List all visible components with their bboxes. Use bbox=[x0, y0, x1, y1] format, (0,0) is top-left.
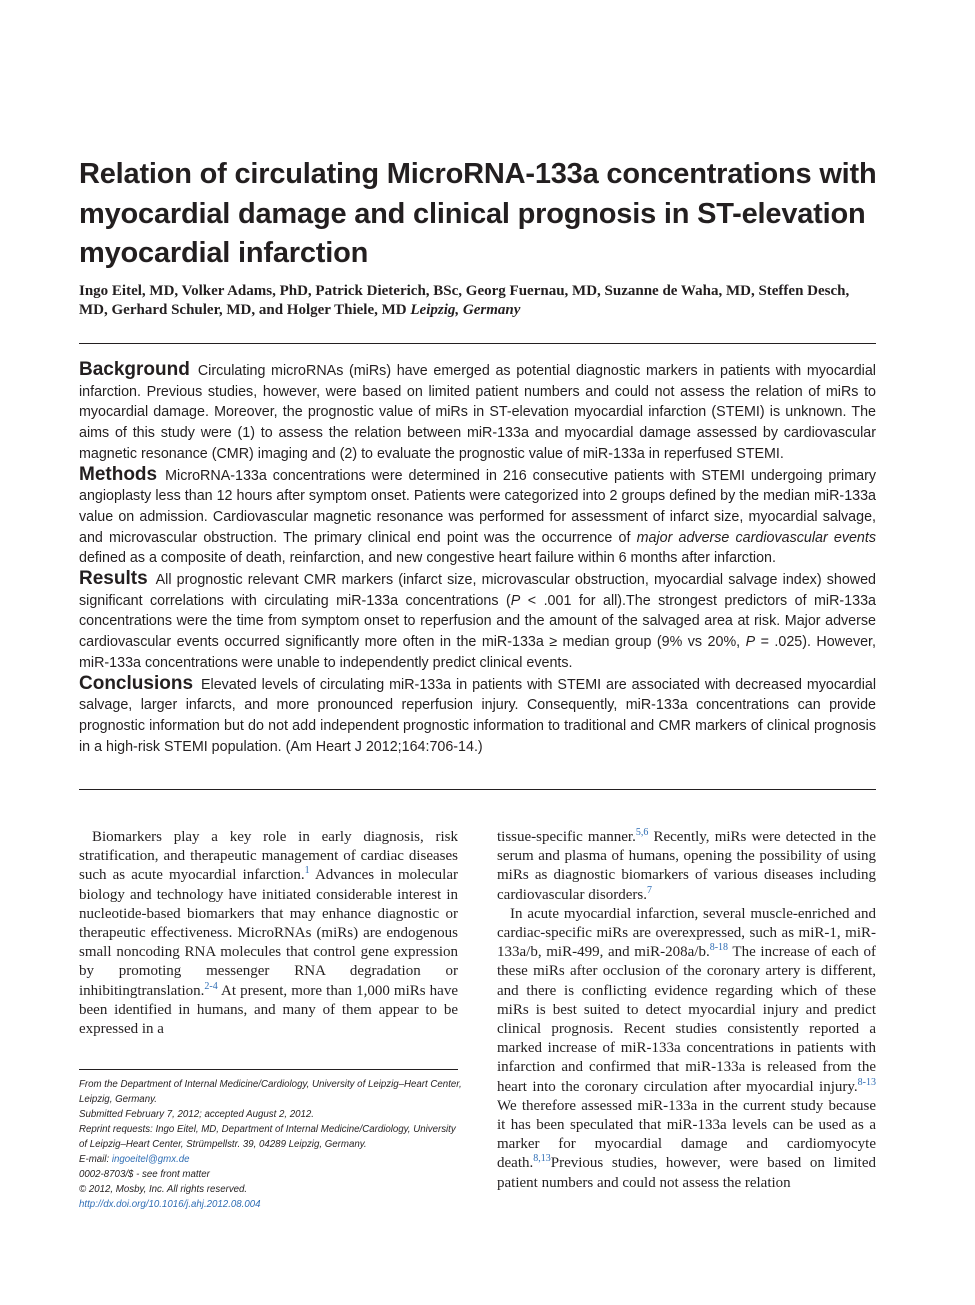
results-heading: Results bbox=[79, 568, 148, 590]
body-paragraph bbox=[497, 828, 876, 905]
body-column-left bbox=[79, 828, 458, 1039]
citation-link[interactable]: 1 bbox=[304, 865, 310, 877]
body-text: At present, more than 1,000 miRs have been identified in humans, and many of them appear to be expressed in a bbox=[79, 982, 458, 1038]
body-text: The increase of each of these miRs after occlusion of the coronary artery is different, and there is conflicting evidence regarding which of these miRs is best suited to detect myocardial injury and predict clinical prognosis. Recent studies consistently reported a marked increase of miR-133a concentrations in patients with infarction and confirmed that miR-133a is released from the heart into the coronary circulation after myocardial injury. bbox=[497, 944, 876, 1095]
body-column-right bbox=[497, 828, 876, 1193]
footnote-copyright: © 2012, Mosby, Inc. All rights reserved. bbox=[79, 1184, 248, 1195]
authors-names: Ingo Eitel, MD, Volker Adams, PhD, Patrick Dieterich, BSc, Georg Fuernau, MD, Suzanne de Waha, MD, Steffen Desch, MD, Gerhard Schuler, MD, and Holger Thiele, MD bbox=[79, 283, 850, 318]
article-title: Relation of circulating MicroRNA-133a concentrations with myocardial damage and clinical prognosis in ST-elevation myocardial infarction bbox=[79, 158, 877, 269]
abstract-conclusions bbox=[79, 674, 876, 758]
results-text: All prognostic relevant CMR markers (infarct size, microvascular obstruction, myocardial salvage index) showed significant correlations with circulating miR-133a concentrations ( bbox=[79, 572, 876, 609]
footnote-reprint: Reprint requests: Ingo Eitel, MD, Department of Internal Medicine/Cardiology, University of Leipzig–Heart Center, Strümpellstr. 39, 04289 Leipzig, Germany. bbox=[79, 1124, 456, 1150]
author-list bbox=[79, 282, 879, 320]
methods-text: MicroRNA-133a concentrations were determined in 216 consecutive patients with STEMI undergoing primary angioplasty less than 12 hours after symptom onset. Patients were categorized into 2 groups defined by the median miR-133a value on admission. Cardiovascular magnetic resonance was performed for assessment of infarct size, myocardial salvage, and microvascular obstruction. The primary clinical end point was the occurrence of bbox=[79, 467, 876, 546]
footnote-issn: 0002-8703/$ - see front matter bbox=[79, 1169, 210, 1180]
citation-link[interactable]: 8-18 bbox=[709, 942, 729, 954]
results-text-end: = .025). However, miR-133a concentrations were unable to independently predict clinical events. bbox=[79, 634, 877, 671]
citation-link[interactable]: 5,6 bbox=[635, 827, 649, 838]
abstract-results bbox=[79, 569, 876, 674]
email-link[interactable]: ingoeitel@gmx.de bbox=[111, 1154, 190, 1165]
footnote-email bbox=[79, 1152, 464, 1167]
results-text-mid: < .001 for all).The strongest predictors of miR-133a concentrations were the time from symptom onset to reperfusion and the amount of the salvaged area at risk. Major adverse cardiovascular events occurred significantly more often in the miR-133a ≥ median group (9% vs 20%, bbox=[79, 592, 876, 651]
methods-heading: Methods bbox=[79, 463, 158, 485]
body-text: Recently, miRs were detected in the serum and plasma of humans, opening the possibility of using miRs as diagnostic biomarkers of various diseases including cardiovascular disorders. bbox=[497, 829, 876, 903]
abstract bbox=[79, 360, 876, 757]
body-text: tissue-specific manner. bbox=[497, 829, 636, 845]
email-label: E-mail: bbox=[79, 1154, 112, 1165]
citation-link[interactable]: 8,13 bbox=[533, 1153, 551, 1165]
abstract-top-rule bbox=[79, 343, 876, 344]
methods-italic-term: major adverse cardiovascular events bbox=[636, 529, 876, 546]
body-text: In acute myocardial infarction, several muscle-enriched and cardiac-specific miRs are overexpressed, such as miR-1, miR-133a/b, miR-499, and miR-208a/b. bbox=[497, 905, 876, 961]
citation-link[interactable]: 7 bbox=[646, 884, 652, 896]
doi-link[interactable]: http://dx.doi.org/10.1016/j.ahj.2012.08.004 bbox=[79, 1199, 261, 1210]
abstract-background bbox=[79, 360, 876, 465]
body-text: Biomarkers play a key role in early diagnosis, risk stratification, and therapeutic management of cardiac diseases such as acute myocardial infarction. bbox=[79, 829, 458, 884]
body-text: Previous studies, however, were based on limited patient numbers and could not assess the relation bbox=[497, 1155, 876, 1191]
results-p-symbol: P bbox=[510, 592, 521, 609]
results-p-symbol-2: P bbox=[745, 634, 756, 651]
footnote-affiliation: From the Department of Internal Medicine/Cardiology, University of Leipzig–Heart Center, Leipzig, Germany. bbox=[79, 1079, 462, 1105]
body-paragraph bbox=[79, 828, 458, 1039]
footnotes bbox=[79, 1077, 464, 1212]
footnote-rule bbox=[79, 1069, 458, 1070]
conclusions-text: Elevated levels of circulating miR-133a in patients with STEMI are associated with decreased myocardial salvage, larger infarcts, and more pronounced reperfusion injury. Consequently, miR-133a concentrations can provide prognostic information but do not add independent prognostic information to traditional and CMR markers of clinical prognosis in a high-risk STEMI population. (Am Heart J 2012;164:706-14.) bbox=[79, 676, 876, 755]
background-heading: Background bbox=[79, 359, 190, 380]
author-location: Leipzig, Germany bbox=[410, 302, 521, 318]
footnote-submitted: Submitted February 7, 2012; accepted August 2, 2012. bbox=[79, 1109, 314, 1120]
abstract-methods bbox=[79, 465, 876, 570]
citation-link[interactable]: 8-13 bbox=[857, 1076, 876, 1088]
conclusions-heading: Conclusions bbox=[79, 672, 194, 694]
body-text: Advances in molecular biology and technology have initiated considerable interest in nucleotide-based biomarkers that may enhance diagnostic or therapeutic effectiveness. MicroRNAs (miRs) are endogenous small noncoding RNA molecules that control gene expression by promoting messenger RNA degradation or inhibitingtranslation. bbox=[79, 867, 458, 999]
citation-link[interactable]: 2-4 bbox=[204, 980, 218, 992]
body-paragraph bbox=[497, 905, 876, 1193]
methods-text-end: defined as a composite of death, reinfarction, and new congestive heart failure within 6 months after infarction. bbox=[79, 550, 776, 567]
background-text: Circulating microRNAs (miRs) have emerged as potential diagnostic markers in patients with myocardial infarction. Previous studies, however, were based on limited patient numbers and could not assess the relation of miRs to myocardial damage. Moreover, the prognostic value of miRs in ST-elevation myocardial infarction (STEMI) is unknown. The aims of this study were (1) to assess the relation between miR-133a and myocardial damage assessed by cardiovascular magnetic resonance (CMR) imaging and (2) to evaluate the prognostic value of miR-133a in reperfused STEMI. bbox=[79, 363, 876, 462]
body-text: We therefore assessed miR-133a in the current study because it has been speculated that miR-133a levels can be used as a marker for myocardial damage and cardiomyocyte death. bbox=[497, 1097, 876, 1172]
abstract-bottom-rule bbox=[79, 789, 876, 790]
